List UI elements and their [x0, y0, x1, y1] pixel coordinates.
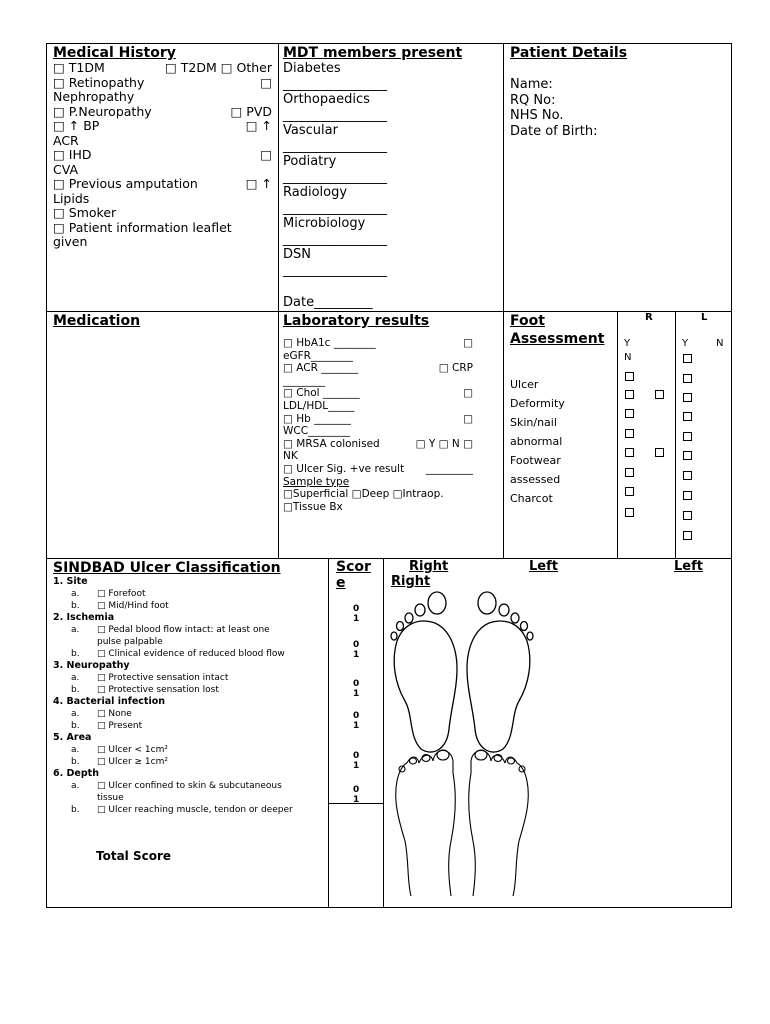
- lab-result-row: [283, 438, 499, 451]
- lab-result-row: [283, 413, 499, 426]
- sindbad-option[interactable]: [53, 684, 322, 696]
- foot-assessment-item: Charcot: [510, 492, 553, 505]
- lab-result-field[interactable]: □ Y □ N □: [415, 437, 473, 450]
- mdt-cell: [278, 43, 504, 312]
- sindbad-criterion-heading: 2. Ischemia: [53, 612, 115, 623]
- sindbad-option[interactable]: [53, 708, 322, 720]
- mdt-member-label: Diabetes: [283, 61, 341, 76]
- right-checkbox[interactable]: [625, 508, 634, 517]
- right-checkbox[interactable]: [625, 487, 634, 496]
- mdt-member-label: Orthopaedics: [283, 92, 370, 107]
- lab-result-row: [283, 400, 499, 413]
- foot-assessment-item: abnormal: [510, 435, 563, 448]
- sindbad-option-letter: b.: [71, 721, 80, 731]
- lab-result-field[interactable]: □: [463, 337, 473, 349]
- medical-history-list: [53, 61, 272, 250]
- mdt-member-label: DSN: [283, 247, 311, 262]
- sindbad-option-letter: a.: [71, 709, 80, 719]
- right-checkbox[interactable]: [625, 409, 634, 418]
- sindbad-option-letter: a.: [71, 589, 80, 599]
- sindbad-option-text: □ Ulcer ≥ 1cm²: [97, 757, 168, 767]
- medical-history-option[interactable]: □ Retinopathy: [53, 74, 145, 90]
- sindbad-option-text: □ Ulcer confined to skin & subcutaneous: [97, 781, 282, 791]
- right-checkbox[interactable]: [625, 429, 634, 438]
- lab-result-field[interactable]: ________: [283, 374, 325, 387]
- sindbad-cell: [46, 558, 329, 908]
- score-header: Scor e: [336, 559, 371, 591]
- medical-history-option[interactable]: □ T2DM □ Other: [164, 60, 272, 75]
- lab-result-field[interactable]: □ ACR _______: [283, 362, 358, 375]
- foot-sole-diagram: [387, 589, 547, 759]
- left-checkbox[interactable]: [683, 451, 692, 460]
- sindbad-option-text: □ Pedal blood flow intact: at least one: [97, 625, 270, 635]
- lab-result-row: [283, 350, 499, 363]
- medical-history-row: [53, 206, 272, 221]
- score-option[interactable]: 1: [353, 795, 360, 805]
- sindbad-option[interactable]: [53, 792, 322, 804]
- medical-history-row: [53, 221, 272, 236]
- sindbad-option-letter: b.: [71, 649, 80, 659]
- mdt-member-signature-line[interactable]: ________________: [283, 262, 387, 278]
- sindbad-option-letter: a.: [71, 745, 80, 755]
- score-option[interactable]: 1: [353, 761, 360, 771]
- sindbad-option-text: tissue: [97, 793, 124, 803]
- sindbad-option-letter: b.: [71, 601, 80, 611]
- lab-result-row: [283, 337, 499, 350]
- medical-history-option[interactable]: □ Smoker: [53, 205, 117, 220]
- left-checkbox[interactable]: [683, 432, 692, 441]
- foot-dorsum-diagram: [387, 741, 547, 901]
- sindbad-option-text: □ Ulcer < 1cm²: [97, 745, 168, 755]
- sindbad-option[interactable]: [53, 720, 322, 732]
- sindbad-title: SINDBAD Ulcer Classification: [53, 560, 281, 576]
- lab-result-field[interactable]: □ Ulcer Sig. +ve result: [283, 462, 405, 475]
- sindbad-criterion-heading: 6. Depth: [53, 768, 99, 779]
- sindbad-option[interactable]: [53, 756, 322, 768]
- mdt-title: MDT members present: [283, 45, 463, 61]
- sample-type-label: Sample type: [283, 475, 350, 488]
- medical-history-option[interactable]: □ P.Neuropathy: [53, 103, 152, 119]
- mdt-member-signature-line[interactable]: ________________: [283, 169, 387, 185]
- sindbad-option[interactable]: [53, 624, 322, 636]
- score-option[interactable]: 1: [353, 689, 360, 699]
- sindbad-option-letter: [53, 636, 93, 648]
- sindbad-option[interactable]: [53, 744, 322, 756]
- patient-field-list: [510, 77, 725, 139]
- lab-result-field[interactable]: □ HbA1c ________: [283, 337, 376, 349]
- medical-history-option[interactable]: Nephropathy: [53, 89, 135, 104]
- right-checkbox[interactable]: [625, 390, 634, 399]
- medical-history-option[interactable]: □ T1DM: [53, 60, 105, 75]
- left-yes-label: Y: [682, 338, 689, 349]
- right-checkbox[interactable]: [625, 448, 634, 457]
- left-no-label: N: [716, 338, 724, 349]
- mdt-member-signature-line[interactable]: ________________: [283, 200, 387, 216]
- sindbad-option-text: □ Protective sensation lost: [97, 685, 219, 695]
- score-option[interactable]: 0: [353, 679, 360, 689]
- lab-result-row: [283, 463, 499, 476]
- medical-history-option[interactable]: given: [53, 234, 88, 249]
- lab-result-field[interactable]: eGFR________: [283, 349, 353, 362]
- medical-history-row: [53, 192, 272, 207]
- medical-history-row: [53, 148, 272, 163]
- lab-result-row: [283, 387, 499, 400]
- left-checkbox[interactable]: [683, 531, 692, 540]
- medical-history-row: [53, 235, 272, 250]
- lab-result-field[interactable]: □ MRSA colonised: [283, 437, 380, 450]
- lab-results-title: Laboratory results: [283, 313, 430, 329]
- medical-history-option[interactable]: □: [260, 74, 272, 90]
- sample-type-options[interactable]: □Superficial □Deep □Intraop.: [283, 488, 444, 501]
- lab-result-field[interactable]: WCC________: [283, 425, 351, 438]
- lab-results-list: [283, 337, 499, 476]
- lab-result-field[interactable]: LDL/HDL_____: [283, 399, 355, 412]
- tissue-bx-option[interactable]: □Tissue Bx: [283, 500, 343, 513]
- mdt-member-signature-line[interactable]: ________________: [283, 76, 387, 92]
- mdt-member-label: Microbiology: [283, 216, 366, 231]
- diagram-left-label-2: Left: [674, 559, 703, 574]
- foot-assessment-item: Ulcer: [510, 378, 539, 391]
- left-checkbox[interactable]: [683, 374, 692, 383]
- sindbad-option[interactable]: [53, 804, 322, 816]
- patient-field[interactable]: NHS No.: [510, 108, 564, 123]
- medical-history-option[interactable]: □ Patient information leaflet: [53, 219, 232, 235]
- sindbad-option-letter: [53, 792, 93, 804]
- right-column-header: R: [645, 312, 653, 323]
- right-checkbox[interactable]: [655, 448, 664, 457]
- sindbad-option-text: □ Mid/Hind foot: [97, 601, 169, 611]
- medical-history-row: [53, 119, 272, 134]
- lab-result-field[interactable]: □ Hb _______: [283, 412, 351, 425]
- sindbad-option[interactable]: [53, 588, 322, 600]
- right-checkbox[interactable]: [655, 390, 664, 399]
- sindbad-option-text: □ Forefoot: [97, 589, 146, 599]
- score-option[interactable]: 0: [353, 711, 360, 721]
- mdt-member-label: Vascular: [283, 123, 338, 138]
- sindbad-option-text: □ Clinical evidence of reduced blood flow: [97, 649, 285, 659]
- sindbad-option-text: □ None: [97, 709, 132, 719]
- sindbad-option-text: □ Protective sensation intact: [97, 673, 229, 683]
- medical-history-option[interactable]: □ IHD: [53, 147, 92, 162]
- mdt-member-list: [283, 61, 499, 278]
- medical-history-option[interactable]: CVA: [53, 161, 79, 177]
- medical-history-option[interactable]: □ Previous amputation: [53, 176, 198, 191]
- medical-history-row: [53, 177, 272, 192]
- score-option[interactable]: 1: [353, 650, 360, 660]
- foot-assessment-item: assessed: [510, 473, 561, 486]
- sindbad-criteria-list: [53, 576, 322, 816]
- medical-history-option[interactable]: □ ↑: [245, 176, 272, 191]
- lab-result-row: [283, 375, 499, 388]
- medical-history-row: [53, 76, 272, 91]
- left-checkbox[interactable]: [683, 471, 692, 480]
- foot-assessment-items: [510, 375, 565, 508]
- sindbad-criterion-heading: 4. Bacterial infection: [53, 696, 166, 707]
- mdt-member-signature-line[interactable]: ________________: [283, 107, 387, 123]
- lab-result-row: [283, 362, 499, 375]
- left-checkbox[interactable]: [683, 412, 692, 421]
- left-checkbox[interactable]: [683, 491, 692, 500]
- sindbad-option-letter: a.: [71, 673, 80, 683]
- sindbad-option-letter: a.: [71, 625, 80, 635]
- diagram-right-label: Right: [409, 559, 449, 574]
- lab-results-cell: [278, 311, 504, 559]
- medical-history-row: [53, 163, 272, 178]
- medical-history-option[interactable]: □ ↑ BP: [53, 118, 100, 133]
- lab-result-field[interactable]: _________: [425, 462, 473, 475]
- score-option[interactable]: 1: [353, 721, 360, 731]
- foot-diagram-cell: [383, 558, 732, 908]
- foot-left-column: [675, 311, 732, 559]
- patient-details-cell: [503, 43, 732, 312]
- mdt-member-label: Podiatry: [283, 154, 337, 169]
- mdt-member-signature-line[interactable]: ________________: [283, 138, 387, 154]
- foot-right-column: [617, 311, 676, 559]
- patient-field[interactable]: Name:: [510, 77, 553, 92]
- mdt-date-field[interactable]: Date_________: [283, 295, 373, 310]
- total-score-label: Total Score: [96, 849, 172, 863]
- medical-history-row: [53, 105, 272, 120]
- sindbad-option-text: pulse palpable: [97, 637, 163, 647]
- patient-details-title: Patient Details: [510, 45, 628, 61]
- patient-field[interactable]: Date of Birth:: [510, 123, 598, 139]
- medical-history-cell: [46, 43, 279, 312]
- right-checkbox[interactable]: [625, 372, 634, 381]
- medical-history-option[interactable]: Lipids: [53, 190, 90, 206]
- foot-assessment-cell: [503, 311, 618, 559]
- medical-history-title: Medical History: [53, 45, 176, 61]
- lab-result-row: [283, 450, 499, 463]
- sindbad-option-text: □ Present: [97, 721, 143, 731]
- lab-result-field[interactable]: □ CRP: [438, 362, 473, 375]
- lab-result-field[interactable]: □ Chol _______: [283, 387, 360, 400]
- score-option[interactable]: 0: [353, 751, 360, 761]
- left-checkbox[interactable]: [683, 511, 692, 520]
- mdt-member-signature-line[interactable]: ________________: [283, 231, 387, 247]
- sindbad-option[interactable]: [53, 672, 322, 684]
- sindbad-option[interactable]: [53, 780, 322, 792]
- sindbad-option[interactable]: [53, 600, 322, 612]
- lab-result-field[interactable]: □: [463, 387, 473, 400]
- medication-cell[interactable]: [46, 311, 279, 559]
- foot-assessment-title-1: Foot: [510, 313, 545, 329]
- score-option[interactable]: 0: [353, 604, 360, 614]
- medical-history-row: [53, 61, 272, 76]
- score-option[interactable]: 0: [353, 785, 360, 795]
- medical-history-row: [53, 90, 272, 105]
- sindbad-option-letter: b.: [71, 685, 80, 695]
- score-column: [328, 558, 384, 908]
- right-checkbox[interactable]: [625, 468, 634, 477]
- left-checkbox[interactable]: [683, 393, 692, 402]
- foot-assessment-item: Deformity: [510, 397, 565, 410]
- foot-assessment-title-2: Assessment: [510, 331, 605, 347]
- left-column-header: L: [701, 312, 708, 323]
- patient-field[interactable]: RQ No:: [510, 92, 556, 108]
- sindbad-option-text: □ Ulcer reaching muscle, tendon or deeper: [97, 805, 293, 815]
- right-yes-label: Y: [624, 338, 631, 349]
- sindbad-option[interactable]: [53, 648, 322, 660]
- sindbad-criterion-heading: 3. Neuropathy: [53, 660, 130, 671]
- lab-result-row: [283, 425, 499, 438]
- sindbad-criterion-heading: 1. Site: [53, 576, 88, 587]
- sindbad-criterion-heading: 5. Area: [53, 732, 92, 743]
- medical-history-option[interactable]: □ ↑: [245, 118, 272, 133]
- foot-assessment-item: Skin/nail: [510, 416, 557, 429]
- score-option[interactable]: 0: [353, 640, 360, 650]
- diagram-right-label-2: Right: [391, 574, 431, 589]
- medical-history-option[interactable]: □: [260, 147, 272, 162]
- sindbad-option-letter: b.: [71, 805, 80, 815]
- sindbad-option[interactable]: [53, 636, 322, 648]
- lab-result-field[interactable]: NK: [283, 450, 298, 463]
- medication-title: Medication: [53, 313, 141, 329]
- total-score-box[interactable]: [329, 803, 383, 908]
- foot-assessment-item: Footwear: [510, 454, 561, 467]
- medical-history-option[interactable]: ACR: [53, 132, 79, 148]
- sindbad-option-letter: a.: [71, 781, 80, 791]
- score-option[interactable]: 1: [353, 614, 360, 624]
- sindbad-option-letter: b.: [71, 757, 80, 767]
- diagram-left-label: Left: [529, 559, 558, 574]
- mdt-member-label: Radiology: [283, 185, 348, 200]
- lab-result-field[interactable]: □: [463, 412, 473, 425]
- medical-history-option[interactable]: □ PVD: [230, 103, 272, 119]
- medical-history-row: [53, 134, 272, 149]
- left-checkbox[interactable]: [683, 354, 692, 363]
- right-no-label: N: [624, 352, 632, 363]
